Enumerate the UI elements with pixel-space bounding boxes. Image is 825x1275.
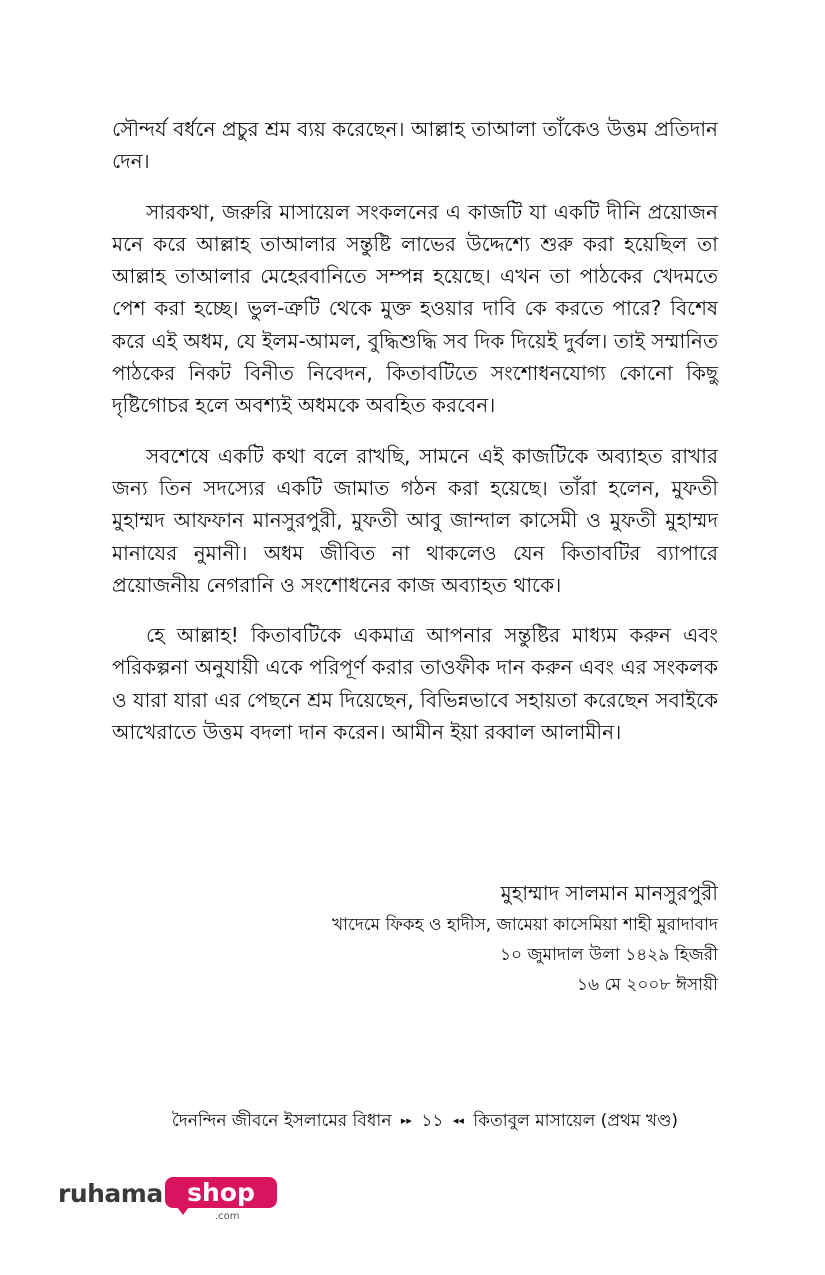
- signature-block: [332, 878, 718, 1000]
- paragraph-1: সৌন্দর্য বর্ধনে প্রচুর শ্রম ব্যয় করেছেন। আল্লাহ তাআলা তাঁকেও উত্তম প্রতিদান দেন।: [112, 117, 718, 174]
- logo-brand-highlight: shop: [187, 1178, 255, 1207]
- signature-gregorian-date: ১৬ মে ২০০৮ ঈসায়ী: [577, 975, 718, 995]
- paragraph-3: সবশেষে একটি কথা বলে রাখছি, সামনে এই কাজটিকে অব্যাহত রাখার জন্য তিন সদস্যের একটি জামাত গঠন করা হয়েছে। তাঁরা হলেন, মুফতী মুহাম্মদ আফফান মানসুরপুরী, মুফতী আবু জান্দাল কাসেমী ও মুফতী মুহাম্মদ মানাযের নুমানী। অধম জীবিত না থাকলেও যেন কিতাবটির ব্যাপারে প্রয়োজনীয় নেগরানি ও সংশোধনের কাজ অব্যাহত থাকে।: [112, 443, 718, 597]
- page-footer: [136, 1108, 714, 1136]
- footer-left-marker-icon: ▸▸: [400, 1114, 412, 1127]
- signature-hijri-date: ১০ জুমাদাল উলা ১৪২৯ হিজরী: [499, 945, 718, 965]
- logo-brand-main: ruhama: [58, 1179, 163, 1208]
- paragraph-2: সারকথা, জরুরি মাসায়েল সংকলনের এ কাজটি যা একটি দীনি প্রয়োজন মনে করে আল্লাহ তাআলার সন্তুষ্টি লাভের উদ্দেশ্যে শুরু করা হয়েছিল তা আল্লাহ তাআলার মেহেরবানিতে সম্পন্ন হয়েছে। এখন তা পাঠকের খেদমতে পেশ করা হচ্ছে। ভুল-ত্রুটি থেকে মুক্ত হওয়ার দাবি কে করতে পারে? বিশেষ করে এই অধম, যে ইলম-আমল, বুদ্ধিশুদ্ধি সব দিক দিয়েই দুর্বল। তাই সম্মানিত পাঠকের নিকট বিনীত নিবেদন, কিতাবটিতে সংশোধনযোগ্য কোনো কিছু দৃষ্টিগোচর হলে অবশ্যই অধমকে অবহিত করবেন।: [112, 199, 718, 418]
- signature-name: মুহাম্মাদ সালমান মানসুরপুরী: [500, 881, 718, 905]
- body-text: [112, 113, 718, 766]
- logo-shop-bubble: [165, 1177, 277, 1208]
- logo-brand-domain: .com: [215, 1211, 240, 1222]
- footer-volume-title: কিতাবুল মাসায়েল (প্রথম খণ্ড): [473, 1111, 679, 1131]
- paragraph-4: হে আল্লাহ! কিতাবটিকে একমাত্র আপনার সন্তুষ্টির মাধ্যম করুন এবং পরিকল্পনা অনুযায়ী একে পরিপূর্ণ করার তাওফীক দান করুন এবং এর সংকলক ও যারা যারা এর পেছনে শ্রম দিয়েছেন, বিভিন্নভাবে সহায়তা করেছেন সবাইকে আখেরাতে উত্তম বদলা দান করেন। আমীন ইয়া রব্বাল আলামীন।: [112, 623, 718, 745]
- footer-right-marker-icon: ◂◂: [452, 1114, 464, 1127]
- signature-designation: খাদেমে ফিকহ ও হাদীস, জামেয়া কাসেমিয়া শাহী মুরাদাবাদ: [331, 915, 718, 935]
- footer-book-title: দৈনন্দিন জীবনে ইসলামের বিধান: [171, 1111, 392, 1131]
- footer-page-number: ১১: [421, 1111, 444, 1131]
